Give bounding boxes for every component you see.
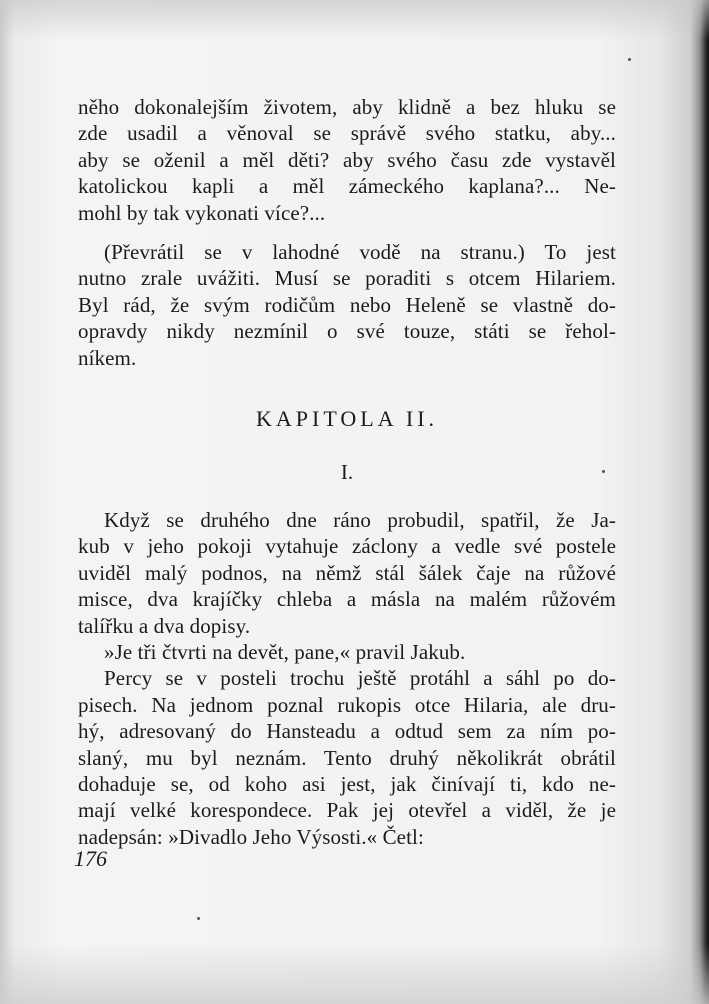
text-line: mají velké korespondece. Pak jej otevřel a viděl, že je [78,798,616,823]
print-speck [628,58,631,61]
text-line: nadepsán: »Divadlo Jeho Výsosti.« Četl: [78,824,424,849]
text-line: katolickou kapli a měl zámeckého kaplana?... Ne- [78,174,616,199]
text-line: mohl by tak vykonati více?... [78,200,326,225]
text-line: Percy se v posteli trochu ještě protáhl a sáhl po do- [104,666,616,691]
text-line: kub v jeho pokoji vytahuje záclony a vedle své postele [78,534,616,559]
text-line: uviděl malý podnos, na němž stál šálek čaje na růžové [78,560,616,585]
section-number: I. [340,460,354,484]
text-line: Byl rád, že svým rodičům nebo Heleně se vlastně do- [78,292,616,317]
print-speck [197,917,200,920]
paragraph-two [78,239,616,371]
print-speck [602,470,605,473]
text-line: dohaduje se, od koho asi jest, jak činívají ti, kdo ne- [78,772,616,797]
text-line: misce, dva krajíčky chleba a másla na malém růžovém [78,587,616,612]
page-number: 176 [74,846,107,871]
text-line: níkem. [78,345,137,370]
text-line: opravdy nikdy nezmínil o své touze, státi se řehol- [78,319,616,344]
text-line: pisech. Na jednom poznal rukopis otce Hilaria, ale dru- [78,692,616,717]
text-line: Když se druhého dne ráno probudil, spatřil, že Ja- [104,508,616,532]
paragraph-three [78,507,616,850]
text-line: talířku a dva dopisy. [78,613,251,638]
text-line: něho dokonalejším životem, aby klidně a bez hluku se [78,95,616,119]
text-line: zde usadil a věnoval se správě svého statku, aby... [78,121,616,146]
text-line: hý, adresovaný do Hansteadu a odtud sem za ním po- [78,719,616,744]
text-line: (Převrátil se v lahodné vodě na stranu.) To jest [104,240,616,264]
chapter-title: KAPITOLA II. [255,406,439,431]
text-line: slaný, mu byl neznám. Tento druhý několikrát obrátil [78,745,616,770]
text-line: aby se oženil a měl děti? aby svého času zde vystavěl [78,147,616,172]
text-line: nutno zrale uvážiti. Musí se poraditi s otcem Hilariem. [78,266,616,291]
text-line: »Je tři čtvrti na devět, pane,« pravil Jakub. [104,640,466,665]
paragraph-one [78,94,616,226]
